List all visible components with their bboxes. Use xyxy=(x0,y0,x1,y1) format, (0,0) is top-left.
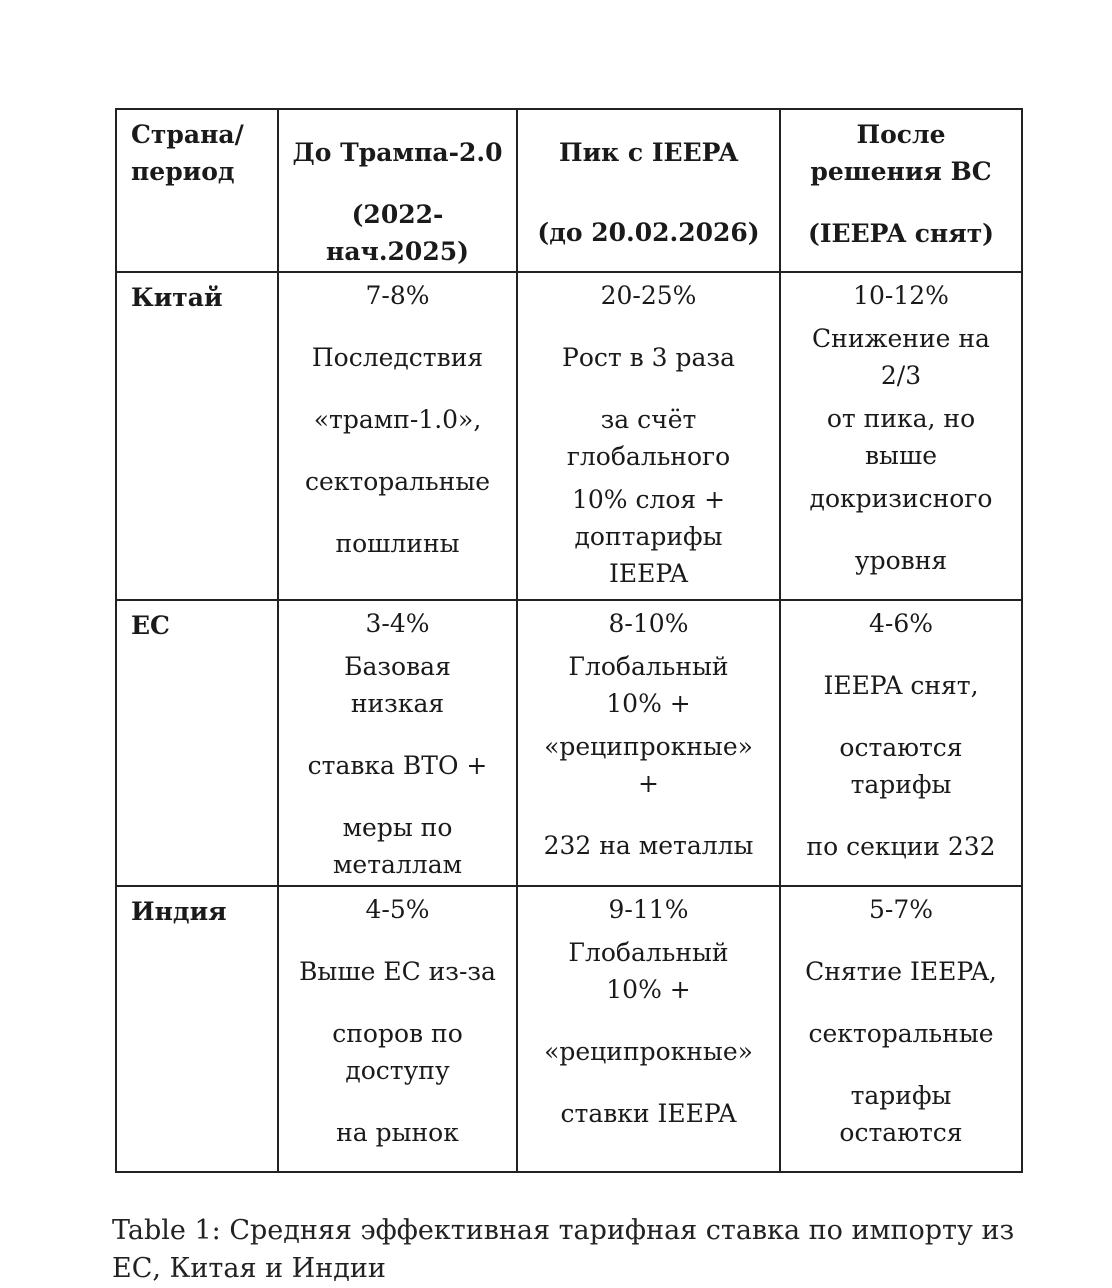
cell-text: Снятие IEEPA, xyxy=(805,957,997,986)
header-line: Страна/ xyxy=(131,120,244,149)
before-cell xyxy=(278,272,517,600)
cell-text: 232 на металлы xyxy=(543,831,754,860)
rate-value: 4-5% xyxy=(365,895,430,924)
cell-text: меры по металлам xyxy=(332,813,463,879)
peak-cell xyxy=(517,886,780,1172)
cell-text: «реципрокные» + xyxy=(544,732,753,798)
rate-value: 10-12% xyxy=(853,281,949,310)
peak-cell xyxy=(517,600,780,886)
table-row-eu xyxy=(116,600,1022,886)
country-cell xyxy=(116,600,278,886)
table-caption: Table 1: Средняя эффективная тарифная ставка по импорту из ЕС, Китая и Индии xyxy=(112,1215,1015,1284)
header-line: решения ВС xyxy=(810,157,992,186)
cell-text: тарифы остаются xyxy=(839,1081,963,1147)
rate-value: 8-10% xyxy=(608,609,689,638)
header-peak-ieepa xyxy=(517,109,780,272)
country-name: ЕС xyxy=(131,611,170,640)
tariff-table xyxy=(115,108,1023,1173)
cell-text: пошлины xyxy=(335,529,460,558)
header-line: (2022- xyxy=(351,200,444,229)
cell-text: Глобальный 10% + xyxy=(568,652,729,718)
country-cell xyxy=(116,886,278,1172)
peak-cell xyxy=(517,272,780,600)
header-after-court xyxy=(780,109,1022,272)
rate-value: 9-11% xyxy=(608,895,689,924)
after-cell xyxy=(780,272,1022,600)
table-row-india xyxy=(116,886,1022,1172)
header-line: нач.2025) xyxy=(326,237,469,266)
cell-text: Рост в 3 раза xyxy=(562,343,735,372)
after-cell xyxy=(780,600,1022,886)
after-cell xyxy=(780,886,1022,1172)
country-name: Индия xyxy=(131,897,227,926)
table-header-row xyxy=(116,109,1022,272)
cell-text: за счёт глобального xyxy=(566,405,731,471)
cell-text: Последствия xyxy=(311,343,484,372)
cell-text: по секции 232 xyxy=(806,832,996,861)
header-line: До Трампа-2.0 xyxy=(292,138,503,167)
cell-text: Глобальный 10% + xyxy=(568,938,729,1004)
rate-value: 4-6% xyxy=(868,609,933,638)
cell-text: остаются тарифы xyxy=(839,733,963,799)
cell-text: Базовая низкая xyxy=(344,652,451,718)
cell-text: секторальные xyxy=(304,467,491,496)
header-line: период xyxy=(131,157,235,186)
header-line: (до 20.02.2026) xyxy=(537,218,760,247)
cell-text: споров по доступу xyxy=(332,1019,463,1085)
cell-text: уровня xyxy=(854,546,948,575)
cell-text: ставки IEEPA xyxy=(560,1099,737,1128)
rate-value: 5-7% xyxy=(868,895,933,924)
country-name: Китай xyxy=(131,283,223,312)
country-cell xyxy=(116,272,278,600)
cell-text: «трамп-1.0», xyxy=(313,405,482,434)
rate-value: 7-8% xyxy=(365,281,430,310)
tariff-table-container xyxy=(115,108,1021,1173)
cell-text: от пика, но выше xyxy=(826,404,976,470)
cell-text: 10% слоя + доптарифы IEEPA xyxy=(571,485,726,588)
cell-text: Снижение на 2/3 xyxy=(812,324,990,390)
cell-text: ставка ВТО + xyxy=(307,751,488,780)
before-cell xyxy=(278,886,517,1172)
header-before-trump2 xyxy=(278,109,517,272)
cell-text: секторальные xyxy=(808,1019,994,1048)
rate-value: 3-4% xyxy=(365,609,430,638)
cell-text: Выше ЕС из-за xyxy=(299,957,496,986)
header-line: (IEEPA снят) xyxy=(807,219,995,248)
cell-text: докризисного xyxy=(809,484,993,513)
rate-value: 20-25% xyxy=(600,281,697,310)
header-line: Пик с IEEPA xyxy=(558,138,739,167)
table-row-china xyxy=(116,272,1022,600)
cell-text: на рынок xyxy=(336,1118,459,1147)
before-cell xyxy=(278,600,517,886)
header-country-period xyxy=(116,109,278,272)
cell-text: IEEPA снят, xyxy=(823,671,979,700)
cell-text: «реципрокные» xyxy=(544,1037,753,1066)
header-line: После xyxy=(856,120,946,149)
